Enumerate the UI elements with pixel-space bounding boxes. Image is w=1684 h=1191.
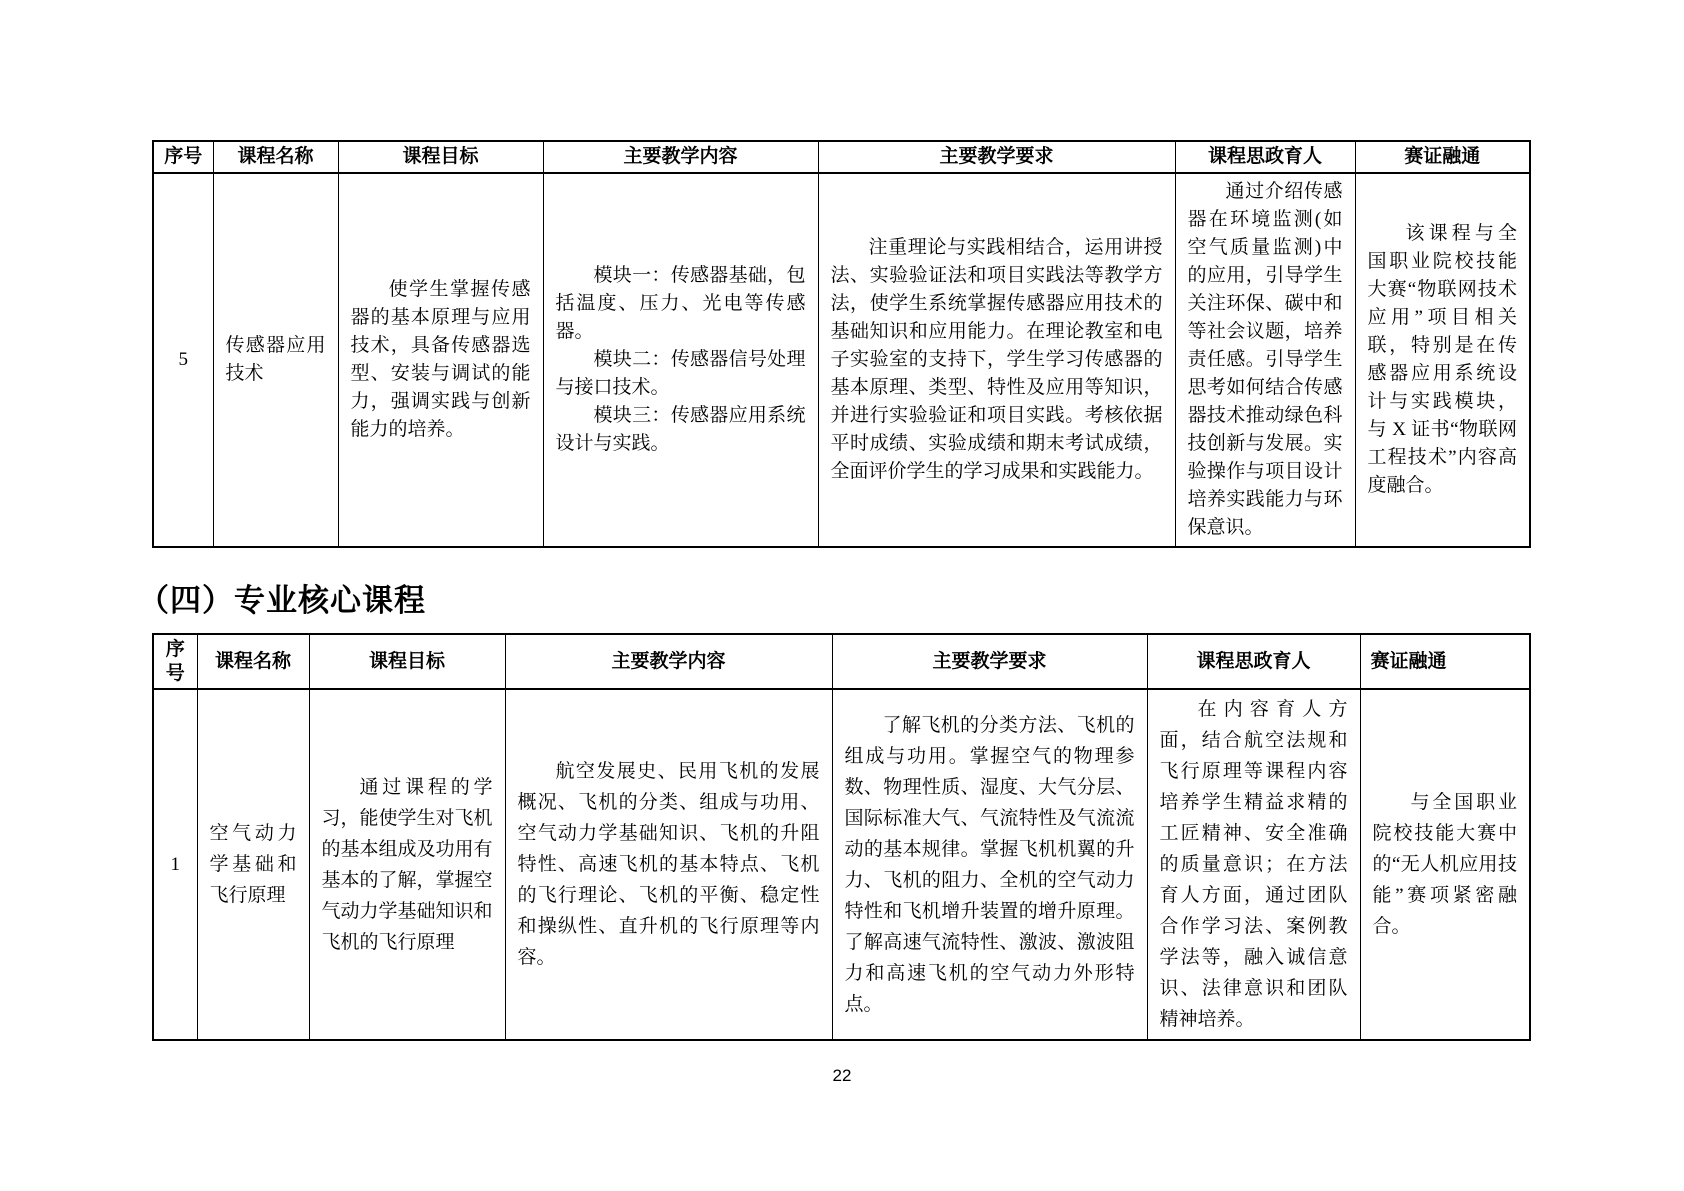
cell-course-no: 5 (153, 173, 213, 547)
course-objective-text: 通过课程的学习，能使学生对飞机的基本组成及功用有基本的了解，掌握空气动力学基础知识和飞机的飞行原理 (321, 776, 493, 953)
col-header-teaching-content: 主要教学内容 (543, 141, 818, 173)
page-number: 22 (832, 1066, 852, 1085)
course-name-text: 空气动力学基础和飞行原理 (209, 823, 297, 906)
cell-course-no: 1 (153, 689, 197, 1040)
table-row (153, 689, 1530, 1040)
course-table-upper (152, 140, 1531, 548)
ideology-education-text: 通过介绍传感器在环境监测(如空气质量监测)中的应用，引导学生关注环保、碳中和等社会议题，培养责任感。引导学生思考如何结合传感器技术推动绿色科技创新与发展。实验操作与项目设计培养实践能力与环保意识。 (1187, 181, 1343, 538)
teaching-content-module1: 模块一：传感器基础，包括温度、压力、光电等传感器。 (555, 265, 806, 342)
course-table-core (152, 633, 1531, 1041)
table-row (153, 173, 1530, 547)
cell-course-objective (338, 173, 543, 547)
col-header-objective: 课程目标 (338, 141, 543, 173)
col-header-teaching-requirements: 主要教学要求 (832, 634, 1147, 689)
cell-teaching-requirements (832, 689, 1147, 1040)
cell-course-name (213, 173, 338, 547)
cell-course-name (197, 689, 309, 1040)
col-header-course-name: 课程名称 (213, 141, 338, 173)
col-header-teaching-content: 主要教学内容 (505, 634, 832, 689)
course-objective-text: 使学生掌握传感器的基本原理与应用技术，具备传感器选型、安装与调试的能力，强调实践与创新能力的培养。 (350, 279, 531, 440)
teaching-content-module2: 模块二：传感器信号处理与接口技术。 (555, 349, 806, 398)
course-name-text: 传感器应用技术 (225, 335, 326, 384)
teaching-content-module3: 模块三：传感器应用系统设计与实践。 (555, 405, 806, 454)
col-header-objective: 课程目标 (309, 634, 505, 689)
col-header-competition: 赛证融通 (1360, 634, 1530, 689)
col-header-competition: 赛证融通 (1355, 141, 1530, 173)
teaching-content-text: 航空发展史、民用飞机的发展概况、飞机的分类、组成与功用、空气动力学基础知识、飞机的升阻特性、高速飞机的基本特点、飞机的飞行理论、飞机的平衡、稳定性和操纵性、直升机的飞行原理等内容。 (517, 761, 820, 968)
cell-ideology-education (1147, 689, 1360, 1040)
section-heading: （四）专业核心课程 (138, 583, 426, 618)
cell-teaching-content (505, 689, 832, 1040)
cell-teaching-content (543, 173, 818, 547)
cell-competition-certificate (1355, 173, 1530, 547)
cell-course-objective (309, 689, 505, 1040)
teaching-requirements-text: 注重理论与实践相结合，运用讲授法、实验验证法和项目实践法等教学方法，使学生系统掌握传感器应用技术的基础知识和应用能力。在理论教室和电子实验室的支持下，学生学习传感器的基本原理、类型、特性及应用等知识，并进行实验验证和项目实践。考核依据平时成绩、实验成绩和期末考试成绩，全面评价学生的学习成果和实践能力。 (830, 237, 1163, 482)
competition-certificate-text: 与全国职业院校技能大赛中的“无人机应用技能”赛项紧密融合。 (1372, 792, 1517, 937)
col-header-teaching-requirements: 主要教学要求 (818, 141, 1175, 173)
cell-competition-certificate (1360, 689, 1530, 1040)
cell-teaching-requirements (818, 173, 1175, 547)
col-header-ideology: 课程思政育人 (1147, 634, 1360, 689)
col-header-no: 序号 (153, 141, 213, 173)
teaching-requirements-text: 了解飞机的分类方法、飞机的组成与功用。掌握空气的物理参数、物理性质、湿度、大气分层、国际标准大气、气流特性及气流流动的基本规律。掌握飞机机翼的升力、飞机的阻力、全机的空气动力特性和飞机增升装置的增升原理。了解高速气流特性、激波、激波阻力和高速飞机的空气动力外形特点。 (844, 714, 1135, 1015)
ideology-education-text: 在内容育人方面，结合航空法规和飞行原理等课程内容培养学生精益求精的工匠精神、安全准确的质量意识；在方法育人方面，通过团队合作学习法、案例教学法等，融入诚信意识、法律意识和团队精神培养。 (1159, 699, 1348, 1030)
cell-ideology-education (1175, 173, 1355, 547)
page-content (138, 140, 1529, 1041)
col-header-no: 序号 (153, 634, 197, 689)
col-header-course-name: 课程名称 (197, 634, 309, 689)
competition-certificate-text: 该课程与全国职业院校技能大赛“物联网技术应用”项目相关联，特别是在传感器应用系统设计与实践模块，与 X 证书“物联网工程技术”内容高度融合。 (1367, 223, 1517, 496)
header-row (153, 634, 1530, 689)
col-header-ideology: 课程思政育人 (1175, 141, 1355, 173)
header-row (153, 141, 1530, 173)
